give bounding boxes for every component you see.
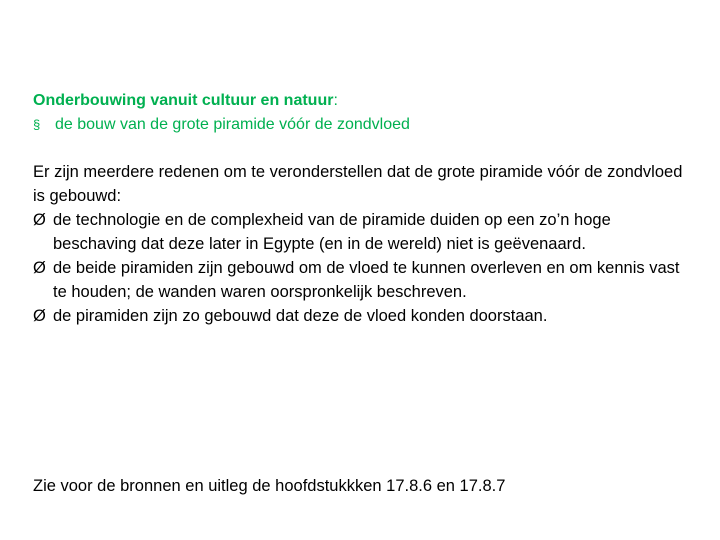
section-heading (33, 89, 693, 113)
footer-reference: Zie voor de bronnen en uitleg de hoofdstukkken 17.8.6 en 17.8.7 (33, 477, 506, 495)
body-block (33, 160, 693, 328)
list-item (33, 256, 693, 304)
list-item (33, 304, 693, 328)
list-item-text: de technologie en de complexheid van de piramide duiden op een zo’n hoge beschaving dat deze later in Egypte (en in de wereld) niet is geëvenaard. (53, 211, 611, 253)
arrow-bullet-icon: Ø (33, 211, 46, 229)
sub-bullet-text: de bouw van de grote piramide vóór de zondvloed (55, 116, 410, 133)
sub-bullet-item (33, 113, 693, 137)
list-item-text: de piramiden zijn zo gebouwd dat deze de vloed konden doorstaan. (53, 307, 548, 325)
list-item (33, 208, 693, 256)
heading-colon: : (333, 92, 338, 109)
list-item-text: de beide piramiden zijn gebouwd om de vloed te kunnen overleven en om kennis vast te houden; de wanden waren oorspronkelijk beschreven. (53, 259, 680, 301)
arrow-bullet-icon: Ø (33, 259, 46, 277)
arrow-bullet-icon: Ø (33, 307, 46, 325)
heading-title: Onderbouwing vanuit cultuur en natuur (33, 92, 334, 109)
section-bullet-icon: § (33, 117, 41, 132)
heading-block (33, 89, 693, 137)
intro-paragraph: Er zijn meerdere redenen om te veronderstellen dat de grote piramide vóór de zondvloed is gebouwd: (33, 163, 683, 205)
